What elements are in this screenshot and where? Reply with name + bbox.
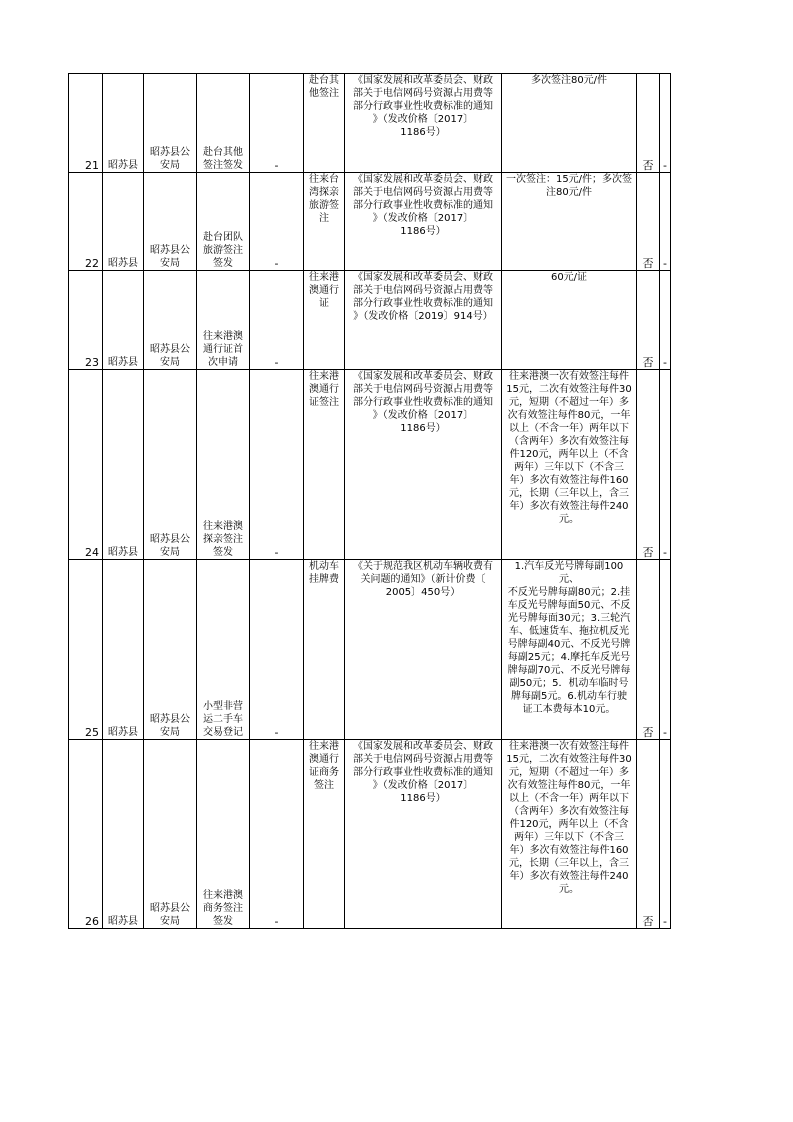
department-cell: 昭苏县公 安局 — [144, 173, 197, 271]
item-cell: 往来港澳 探亲签注 签发 — [197, 370, 250, 560]
county-cell: 昭苏县 — [103, 271, 144, 370]
yes-no-cell: 否 — [637, 560, 660, 740]
fee-name-cell: 往来台 湾探亲 旅游签 注 — [304, 173, 345, 271]
table-row — [69, 560, 671, 740]
dash-cell: - — [250, 370, 304, 560]
yes-no-cell: 否 — [637, 370, 660, 560]
department-cell: 昭苏县公 安局 — [144, 370, 197, 560]
standard-cell: 多次签注80元/件 — [502, 74, 637, 173]
dash-cell: - — [250, 173, 304, 271]
yes-no-cell: 否 — [637, 740, 660, 929]
dash-cell: - — [250, 740, 304, 929]
item-cell: 小型非营 运二手车 交易登记 — [197, 560, 250, 740]
department-cell: 昭苏县公 安局 — [144, 740, 197, 929]
dash-cell-2: - — [660, 370, 671, 560]
standard-cell: 一次签注：15元/件；多次签 注80元/件 — [502, 173, 637, 271]
department-cell: 昭苏县公 安局 — [144, 560, 197, 740]
standard-cell: 60元/证 — [502, 271, 637, 370]
yes-no-cell: 否 — [637, 173, 660, 271]
row-number: 24 — [69, 370, 103, 560]
basis-cell: 《国家发展和改革委员会、财政 部关于电信网码号资源占用费等 部分行政事业性收费标准的通知 》（发改价格〔2017〕 1186号） — [345, 370, 502, 560]
item-cell: 往来港澳 商务签注 签发 — [197, 740, 250, 929]
row-number: 21 — [69, 74, 103, 173]
fee-name-cell: 机动车 挂牌费 — [304, 560, 345, 740]
county-cell: 昭苏县 — [103, 370, 144, 560]
basis-cell: 《国家发展和改革委员会、财政 部关于电信网码号资源占用费等 部分行政事业性收费标准的通知 》（发改价格〔2017〕 1186号） — [345, 740, 502, 929]
county-cell: 昭苏县 — [103, 173, 144, 271]
dash-cell-2: - — [660, 74, 671, 173]
dash-cell-2: - — [660, 740, 671, 929]
standard-cell: 往来港澳一次有效签注每件 15元，二次有效签注每件30 元，短期（不超过一年）多 次有效签注每件80元，一年 以上（不含一年）两年以下 （含两年）多次有效签注每 件120元，两年以上（不含 两年）三年以下（不含三 年）多次有效签注每件160 元，长期（三年以上，含三 年）多次有效签注每件240 元。 — [502, 740, 637, 929]
basis-cell: 《国家发展和改革委员会、财政 部关于电信网码号资源占用费等 部分行政事业性收费标准的通知 》（发改价格〔2017〕 1186号） — [345, 173, 502, 271]
row-number: 23 — [69, 271, 103, 370]
department-cell: 昭苏县公 安局 — [144, 271, 197, 370]
basis-cell: 《关于规范我区机动车辆收费有 关问题的通知》（新计价费〔 2005〕450号） — [345, 560, 502, 740]
dash-cell-2: - — [660, 271, 671, 370]
basis-cell: 《国家发展和改革委员会、财政 部关于电信网码号资源占用费等 部分行政事业性收费标准的通知 》（发改价格〔2019〕914号） — [345, 271, 502, 370]
standard-cell: 1.汽车反光号牌每副100元、 不反光号牌每副80元；2.挂 车反光号牌每面50元、不反 光号牌每面30元；3.三轮汽 车、低速货车、拖拉机反光 号牌每副40元、不反光号牌 每副25元；4.摩托车反光号 牌每副70元、不反光号牌每 副50元；5．机动车临时号 牌每副5元。6.机动车行驶 证工本费每本10元。 — [502, 560, 637, 740]
table-row — [69, 173, 671, 271]
standard-cell: 往来港澳一次有效签注每件 15元，二次有效签注每件30 元，短期（不超过一年）多 次有效签注每件80元，一年 以上（不含一年）两年以下 （含两年）多次有效签注每 件120元，两年以上（不含 两年）三年以下（不含三 年）多次有效签注每件160 元，长期（三年以上，含三 年）多次有效签注每件240 元。 — [502, 370, 637, 560]
fee-name-cell: 往来港 澳通行 证 — [304, 271, 345, 370]
county-cell: 昭苏县 — [103, 560, 144, 740]
fee-name-cell: 往来港 澳通行 证签注 — [304, 370, 345, 560]
fee-table — [68, 73, 671, 929]
basis-cell: 《国家发展和改革委员会、财政 部关于电信网码号资源占用费等 部分行政事业性收费标准的通知 》（发改价格〔2017〕 1186号） — [345, 74, 502, 173]
dash-cell-2: - — [660, 173, 671, 271]
fee-name-cell: 往来港 澳通行 证商务 签注 — [304, 740, 345, 929]
item-cell: 往来港澳 通行证首 次申请 — [197, 271, 250, 370]
department-cell: 昭苏县公 安局 — [144, 74, 197, 173]
table-row — [69, 271, 671, 370]
table-row — [69, 74, 671, 173]
table-row — [69, 740, 671, 929]
county-cell: 昭苏县 — [103, 74, 144, 173]
item-cell: 赴台其他 签注签发 — [197, 74, 250, 173]
row-number: 26 — [69, 740, 103, 929]
dash-cell-2: - — [660, 560, 671, 740]
dash-cell: - — [250, 560, 304, 740]
dash-cell: - — [250, 74, 304, 173]
row-number: 25 — [69, 560, 103, 740]
county-cell: 昭苏县 — [103, 740, 144, 929]
dash-cell: - — [250, 271, 304, 370]
fee-name-cell: 赴台其 他签注 — [304, 74, 345, 173]
table-row — [69, 370, 671, 560]
item-cell: 赴台团队 旅游签注 签发 — [197, 173, 250, 271]
row-number: 22 — [69, 173, 103, 271]
yes-no-cell: 否 — [637, 271, 660, 370]
yes-no-cell: 否 — [637, 74, 660, 173]
